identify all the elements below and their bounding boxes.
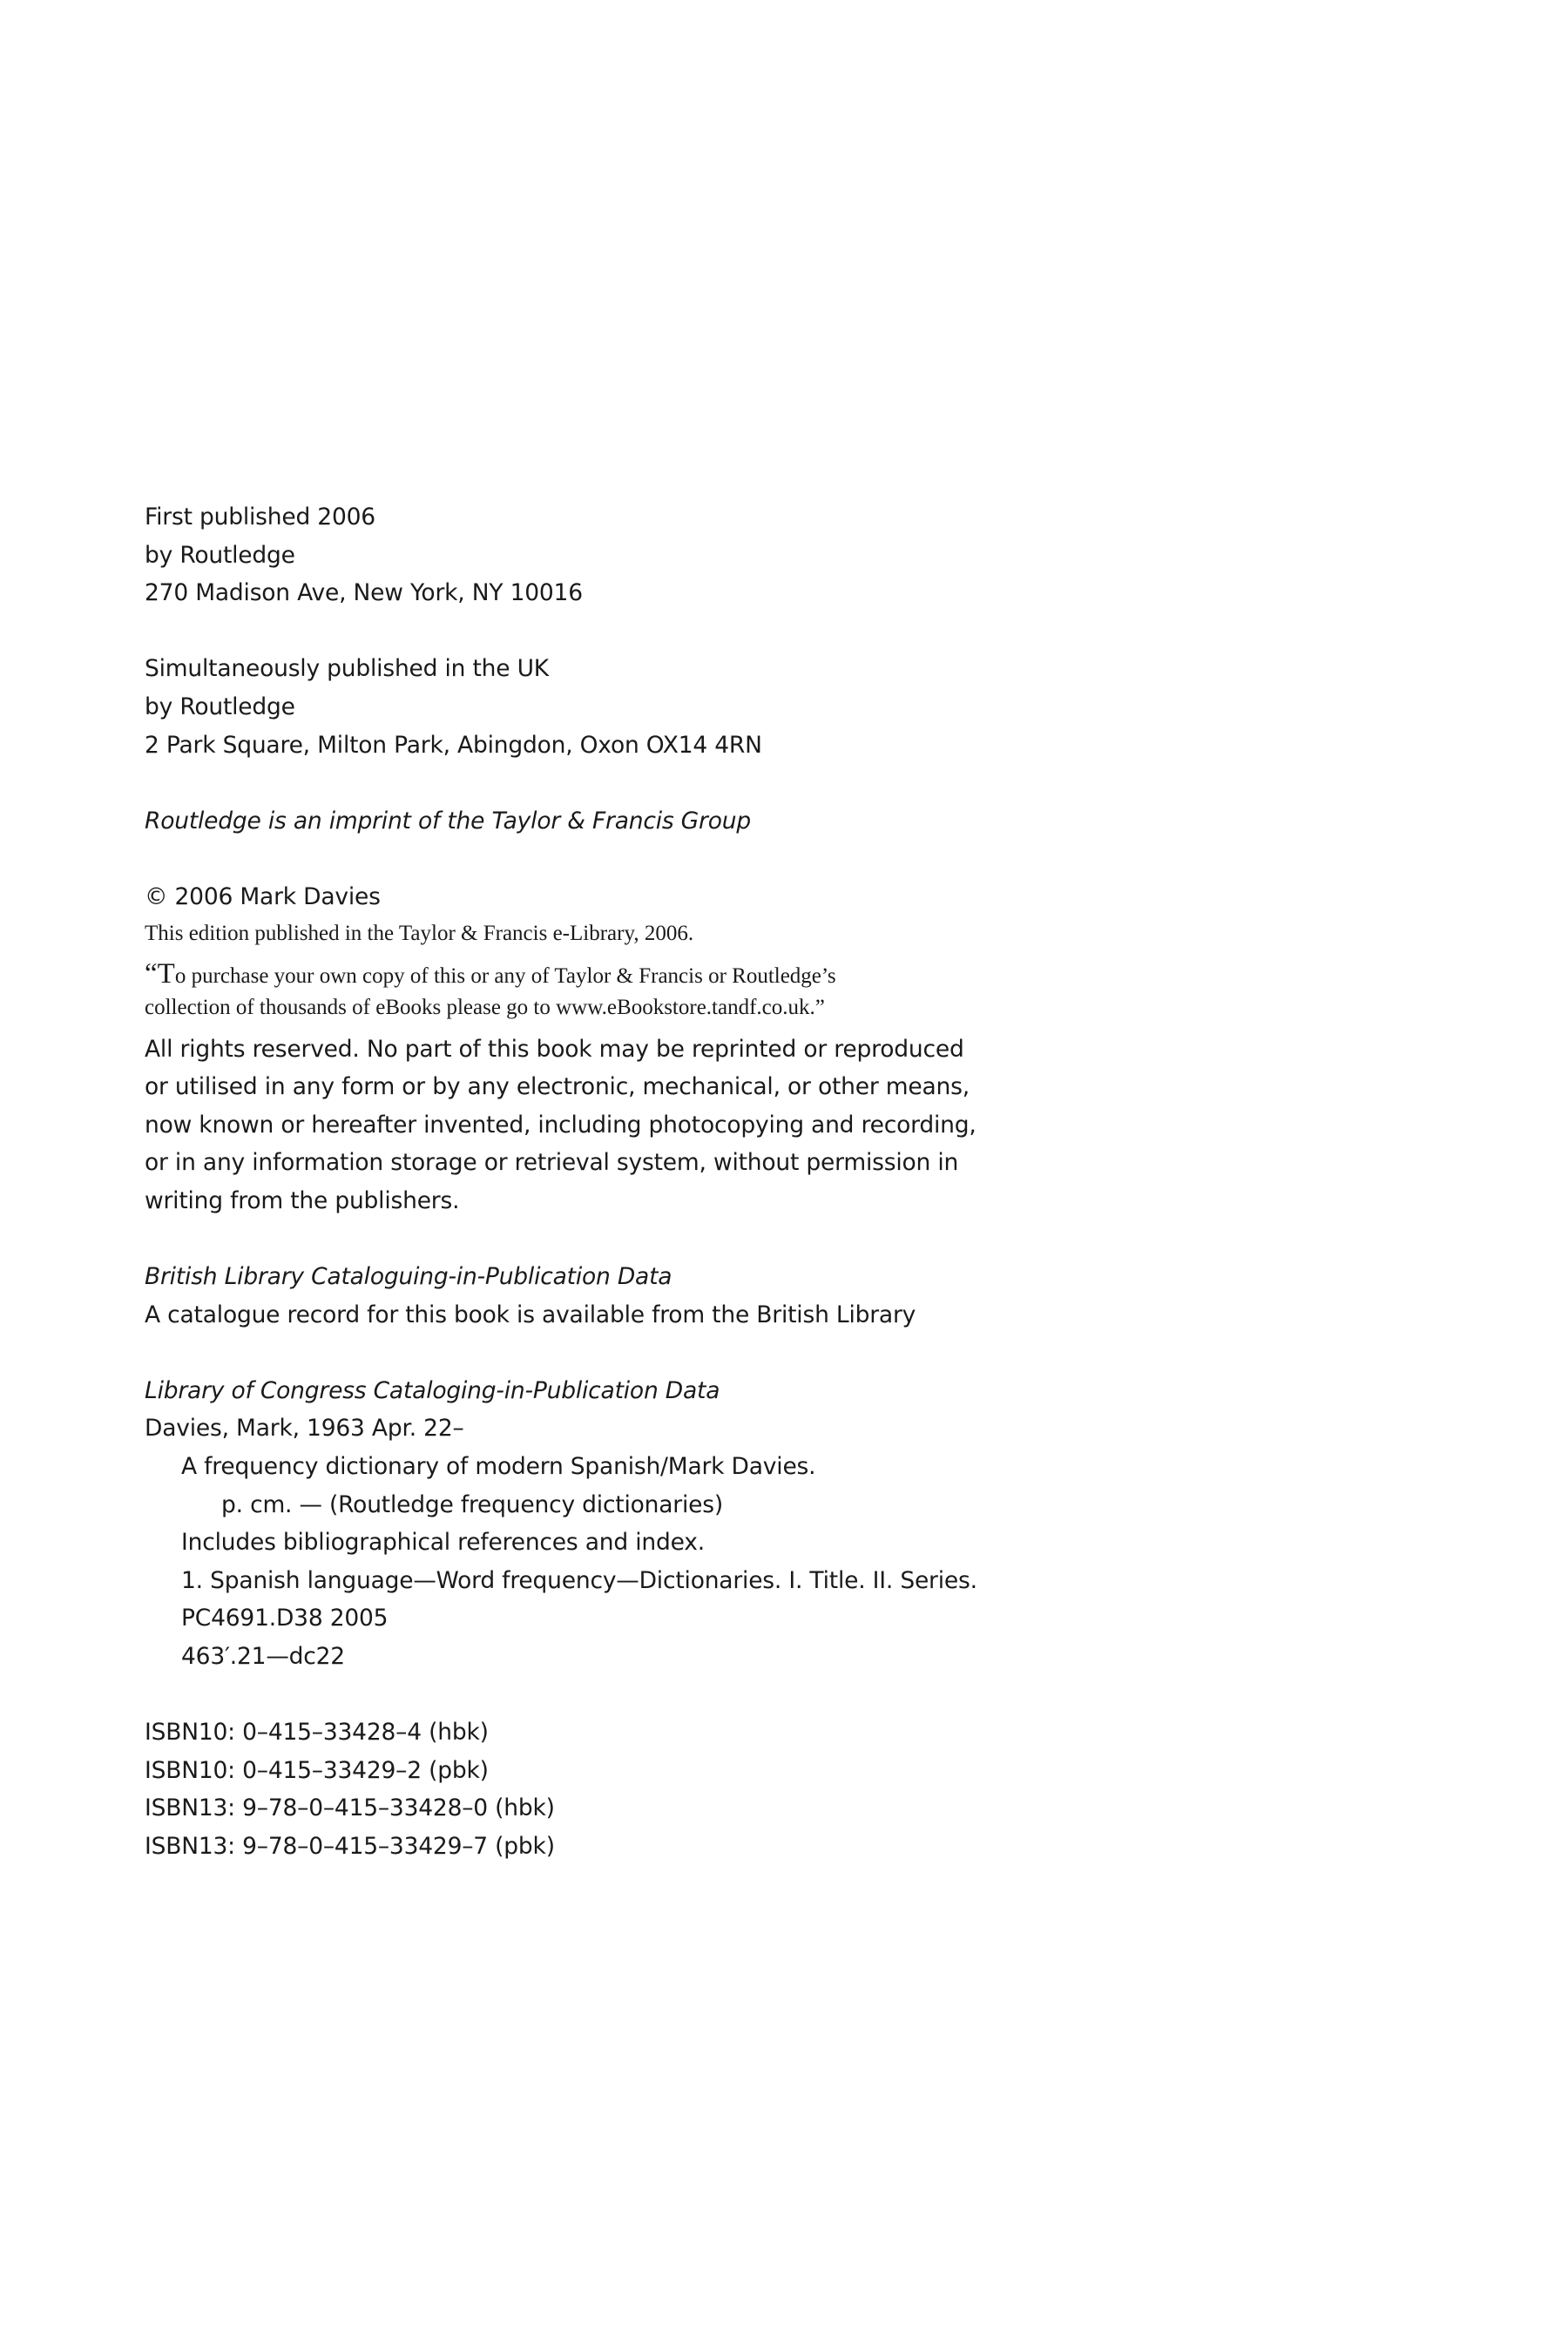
ebook-edition-note: This edition published in the Taylor & Francis e-Library, 2006.: [145, 921, 694, 945]
rights-line: All rights reserved. No part of this book may be reprinted or reproduced: [145, 1035, 964, 1063]
loc-heading: Library of Congress Cataloging-in-Publication Data: [145, 1376, 720, 1404]
ebook-purchase-line-1: “To purchase your own copy of this or any of Taylor & Francis or Routledge’s: [145, 957, 836, 990]
rights-line: or utilised in any form or by any electronic, mechanical, or other means,: [145, 1073, 970, 1101]
isbn-line: ISBN13: 9–78–0–415–33428–0 (hbk): [145, 1794, 555, 1822]
first-published: First published 2006: [145, 504, 375, 531]
imprint-note: Routledge is an imprint of the Taylor & Francis Group: [145, 807, 751, 835]
isbn-line: ISBN10: 0–415–33428–4 (hbk): [145, 1719, 489, 1747]
loc-author: Davies, Mark, 1963 Apr. 22–: [145, 1415, 464, 1443]
copyright-page: [145, 498, 1408, 1866]
british-library-heading: British Library Cataloguing-in-Publication Data: [145, 1263, 672, 1291]
uk-publication-note: Simultaneously published in the UK: [145, 655, 549, 683]
loc-subjects: 1. Spanish language—Word frequency—Dictionaries. I. Title. II. Series.: [181, 1566, 977, 1594]
rights-line: now known or hereafter invented, including photocopying and recording,: [145, 1111, 977, 1139]
rights-line: writing from the publishers.: [145, 1186, 460, 1214]
uk-address: 2 Park Square, Milton Park, Abingdon, Oxon OX14 4RN: [145, 731, 762, 759]
loc-includes: Includes bibliographical references and index.: [181, 1529, 705, 1557]
isbn-line: ISBN10: 0–415–33429–2 (pbk): [145, 1756, 489, 1784]
publisher-by-line: by Routledge: [145, 541, 295, 569]
us-address: 270 Madison Ave, New York, NY 10016: [145, 579, 583, 607]
loc-series: p. cm. — (Routledge frequency dictionaries): [221, 1490, 724, 1518]
british-library-text: A catalogue record for this book is available from the British Library: [145, 1301, 916, 1328]
loc-dewey: 463′.21—dc22: [181, 1643, 345, 1671]
rights-line: or in any information storage or retrieval system, without permission in: [145, 1149, 959, 1177]
isbn-line: ISBN13: 9–78–0–415–33429–7 (pbk): [145, 1833, 555, 1860]
copyright-notice: © 2006 Mark Davies: [145, 882, 381, 910]
ebook-purchase-line-2: collection of thousands of eBooks please go to www.eBookstore.tandf.co.uk.”: [145, 995, 825, 1019]
uk-publisher-by-line: by Routledge: [145, 693, 295, 720]
loc-call-number: PC4691.D38 2005: [181, 1605, 389, 1632]
loc-title: A frequency dictionary of modern Spanish/Mark Davies.: [181, 1453, 816, 1481]
